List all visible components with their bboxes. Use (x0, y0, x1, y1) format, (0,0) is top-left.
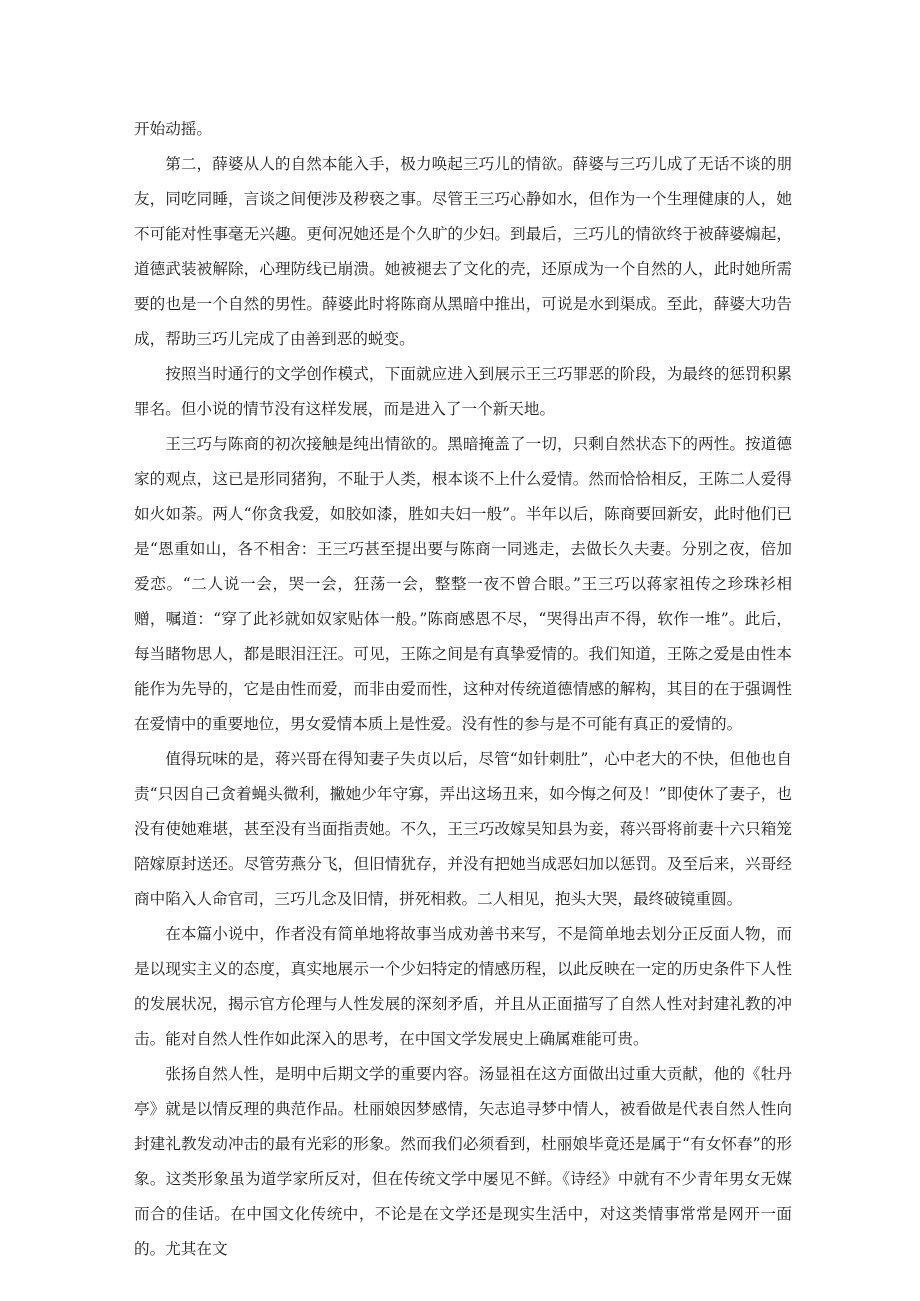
paragraph-wang-chen-love: 王三巧与陈商的初次接触是纯出情欲的。黑暗掩盖了一切，只剩自然状态下的两性。按道德家的观点，这已是形同猪狗，不耻于人类，根本谈不上什么爱情。然而恰恰相反，王陈二人爱得如火如荼。两人“你贪我爱，如胶如漆，胜如夫妇一般”。半年以后，陈商要回新安，此时他们已是“恩重如山，各不相舍：王三巧甚至提出要与陈商一同逃走，去做长久夫妻。分别之夜，倍加爱恋。“二人说一会，哭一会，狂荡一会，整整一夜不曾合眼。”王三巧以蒋家祖传之珍珠衫相赠，嘱道：“穿了此衫就如奴家贴体一般。”陈商感恩不尽，“哭得出声不得，软作一堆”。此后，每当睹物思人，都是眼泪汪汪。可见，王陈之间是有真挚爱情的。我们知道，王陈之爱是由性本能作为先导的，它是由性而爱，而非由爱而性，这种对传统道德情感的解构，其目的在于强调性在爱情中的重要地位，男女爱情本质上是性爱。没有性的参与是不可能有真正的爱情的。 (134, 435, 792, 733)
document-body (134, 112, 792, 1267)
paragraph-author-realism: 在本篇小说中，作者没有简单地将故事当成劝善书来写，不是简单地去划分正反面人物，而是以现实主义的态度，真实地展示一个少妇特定的情感历程，以此反映在一定的历史条件下人性的发展状况，揭示官方伦理与人性发展的深刻矛盾，并且从正面描写了自然人性对封建礼教的冲击。能对自然人性作如此深入的思考，在中国文学发展史上确属难能可贵。 (134, 925, 792, 1048)
paragraph-continuation: 开始动摇。 (134, 120, 212, 138)
paragraph-natural-humanity: 张扬自然人性，是明中后期文学的重要内容。汤显祖在这方面做出过重大贡献，他的《牡丹亭》就是以情反理的典范作品。杜丽娘因梦感情，矢志追寻梦中情人，被看做是代表自然人性向封建礼教发动冲击的最有光彩的形象。然而我们必须看到，杜丽娘毕竟还是属于“有女怀春”的形象。这类形象虽为道学家所反对，但在传统文学中屡见不鲜。《诗经》中就有不少青年男女无媒而合的佳话。在中国文化传统中，不论是在文学还是现实生活中，对这类情事常常是网开一面的。尤其在文 (134, 1065, 792, 1258)
paragraph-xue-po-second-method: 第二，薛婆从人的自然本能入手，极力唤起三巧儿的情欲。薛婆与三巧儿成了无话不谈的朋友，同吃同睡，言谈之间便涉及秽亵之事。尽管王三巧心静如水，但作为一个生理健康的人，她不可能对性事毫无兴趣。更何况她还是个久旷的少妇。到最后，三巧儿的情欲终于被薛婆煽起，道德武装被解除，心理防线已崩溃。她被褪去了文化的壳，还原成为一个自然的人，此时她所需要的也是一个自然的男性。薛婆此时将陈商从黑暗中推出，可说是水到渠成。至此，薛婆大功告成，帮助三巧儿完成了由善到恶的蜕变。 (134, 155, 792, 348)
paragraph-creative-mode: 按照当时通行的文学创作模式，下面就应进入到展示王三巧罪恶的阶段，为最终的惩罚积累罪名。但小说的情节没有这样发展，而是进入了一个新天地。 (134, 365, 792, 418)
paragraph-jiang-xingge: 值得玩味的是，蒋兴哥在得知妻子失贞以后，尽管“如针刺肚”，心中老大的不快，但他也自责“只因自己贪着蝇头微利，撇她少年守寡，弄出这场丑来，如今悔之何及！”即使休了妻子，也没有使她难堪，甚至没有当面指责她。不久，王三巧改嫁吴知县为妾，蒋兴哥将前妻十六只箱笼陪嫁原封送还。尽管劳燕分飞，但旧情犹存，并没有把她当成恶妇加以惩罚。及至后来，兴哥经商中陷入人命官司，三巧儿念及旧情，拼死相救。二人相见，抱头大哭，最终破镜重圆。 (134, 750, 792, 908)
